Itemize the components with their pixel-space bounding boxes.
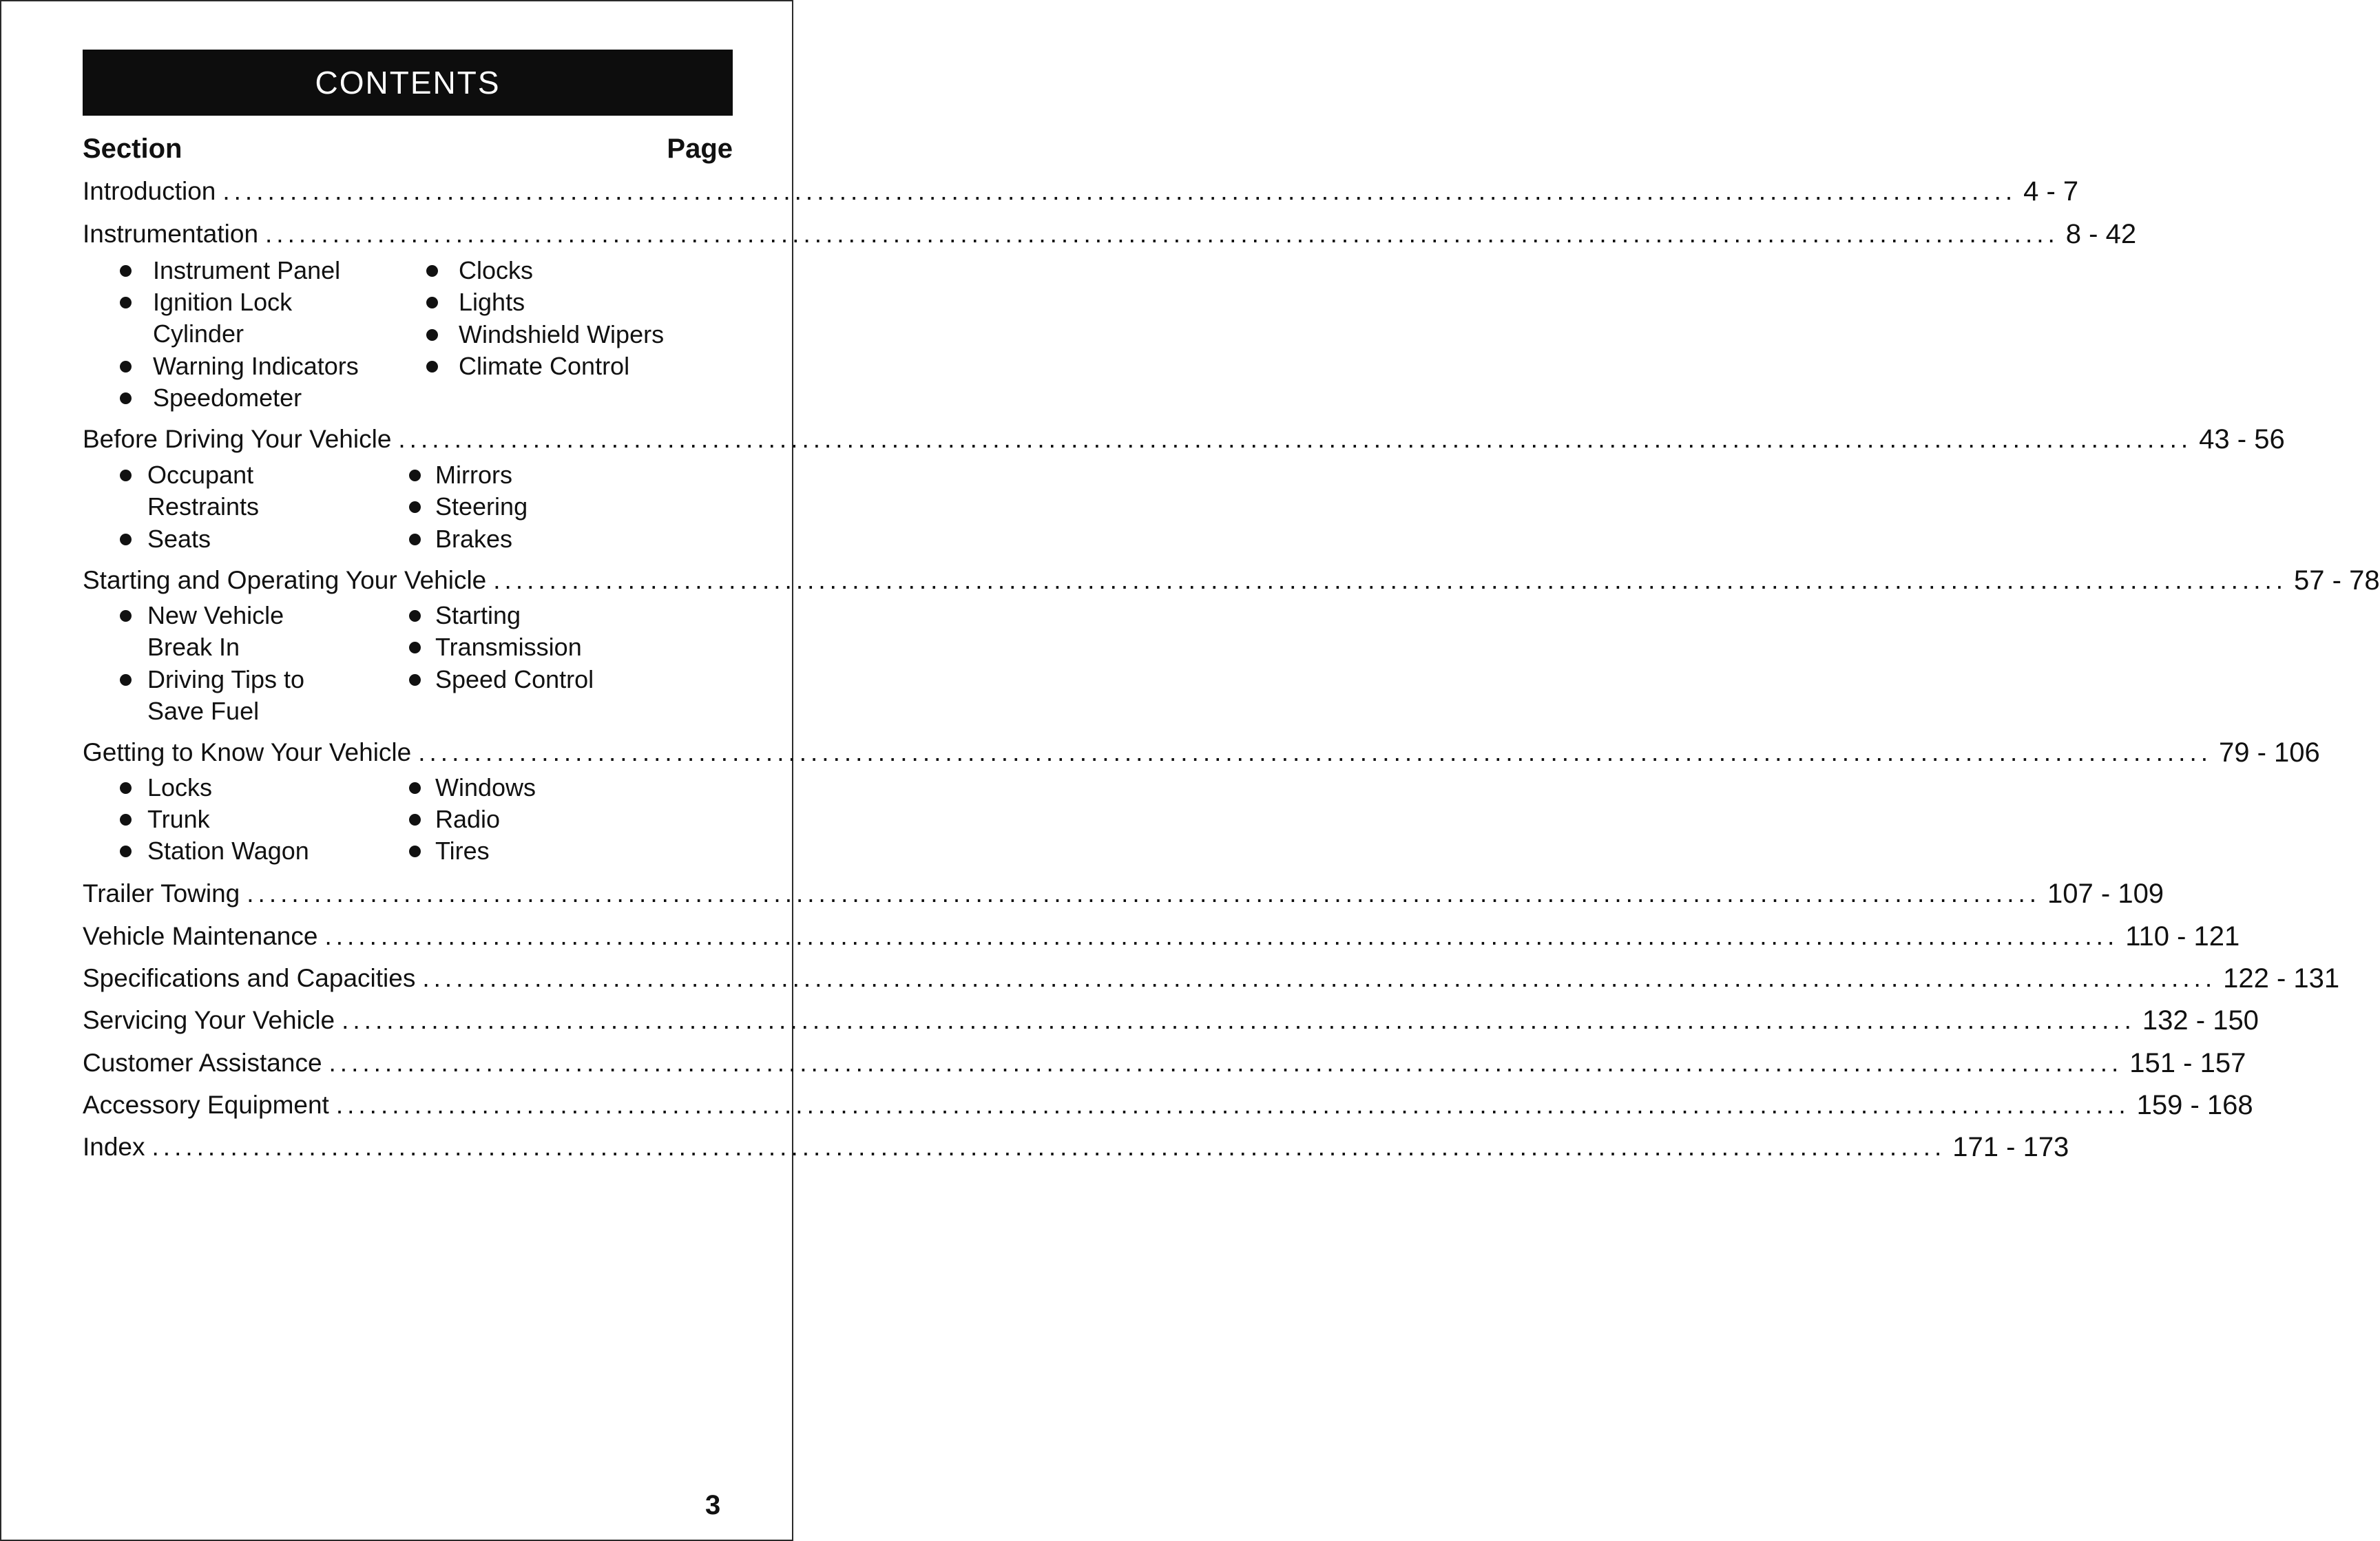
bullet-icon (120, 392, 132, 404)
page-column-label: Page (667, 133, 733, 164)
toc-entry-before-driving-your-vehicle (83, 420, 2285, 459)
subtopic-occupant-line2: Restraints (147, 492, 260, 521)
entry-page-range: 79 - 106 (2219, 737, 2320, 768)
subtopic-new-vehicle: New Vehicle (147, 601, 284, 629)
bullet-icon (409, 534, 421, 545)
entry-page-range: 57 - 78 (2294, 565, 2380, 596)
entry-page-range: 110 - 121 (2125, 921, 2240, 952)
bullet-icon (120, 470, 132, 481)
entry-page-range: 107 - 109 (2047, 878, 2164, 909)
subtopic-tires: Tires (435, 837, 490, 865)
dot-leader: ................................................................................................................................................................ (493, 566, 2288, 594)
toc-entry-vehicle-maintenance (83, 917, 2240, 956)
contents-banner (83, 50, 733, 116)
toc-entry-servicing-your-vehicle (83, 1001, 2259, 1040)
bullet-icon (120, 814, 132, 826)
subtopic-mirrors: Mirrors (435, 461, 512, 489)
subtopic-transmission: Transmission (435, 633, 582, 661)
toc-entry-trailer-towing (83, 874, 2164, 913)
bullet-icon (120, 782, 132, 794)
subtopic-seats: Seats (147, 525, 211, 553)
subtopic-speedometer: Speedometer (153, 384, 302, 412)
bullet-icon (426, 361, 438, 373)
entry-title: Accessory Equipment (83, 1091, 329, 1119)
entry-page-range: 159 - 168 (2136, 1089, 2253, 1120)
dot-leader: ................................................................................................................................................................ (265, 220, 2059, 248)
column-headers (83, 129, 733, 168)
entry-title: Before Driving Your Vehicle (83, 425, 392, 453)
subtopic-windows: Windows (435, 773, 536, 801)
bullet-icon (409, 610, 421, 622)
subtopic-station-wagon: Station Wagon (147, 837, 309, 865)
bullet-icon (409, 501, 421, 513)
dot-leader: ................................................................................................................................................................ (328, 1049, 2123, 1077)
subtopic-driving-tips-to: Driving Tips to (147, 665, 305, 693)
subtopic-occupant: Occupant (147, 461, 254, 489)
bullet-icon (426, 265, 438, 277)
toc-entry-introduction (83, 172, 2079, 211)
entry-title: Customer Assistance (83, 1049, 322, 1077)
toc-entry-accessory-equipment (83, 1086, 2253, 1124)
entry-title: Starting and Operating Your Vehicle (83, 566, 487, 594)
bullet-icon (120, 265, 132, 277)
section-column-label: Section (83, 133, 182, 164)
dot-leader: ................................................................................................................................................................ (152, 1133, 1946, 1161)
entry-page-range: 4 - 7 (2023, 176, 2079, 207)
subtopic-instrument-panel: Instrument Panel (153, 256, 341, 284)
toc-entry-starting-and-operating-your-vehicle (83, 561, 2380, 600)
subtopic-climate-control: Climate Control (459, 352, 630, 380)
subtopic-trunk: Trunk (147, 805, 210, 833)
page-number: 3 (705, 1490, 721, 1520)
subtopic-lights: Lights (459, 288, 525, 316)
dot-leader: ................................................................................................................................................................ (222, 177, 2017, 205)
entry-title: Trailer Towing (83, 879, 240, 908)
toc-entry-specifications-and-capacities (83, 959, 2340, 998)
toc-entry-getting-to-know-your-vehicle (83, 733, 2320, 772)
subtopic-brakes: Brakes (435, 525, 513, 553)
entry-page-range: 43 - 56 (2199, 423, 2285, 454)
dot-leader: ................................................................................................................................................................ (247, 879, 2041, 908)
bullet-icon (409, 674, 421, 686)
dot-leader: ................................................................................................................................................................ (335, 1091, 2130, 1119)
bullet-icon (426, 297, 438, 308)
entry-title: Servicing Your Vehicle (83, 1006, 335, 1034)
entry-page-range: 132 - 150 (2142, 1005, 2259, 1036)
entry-page-range: 151 - 157 (2129, 1047, 2246, 1078)
subtopic-clocks: Clocks (459, 256, 534, 284)
bullet-icon (409, 814, 421, 826)
dot-leader: ................................................................................................................................................................ (398, 425, 2193, 453)
dot-leader: ................................................................................................................................................................ (422, 964, 2217, 992)
bullet-icon (120, 846, 132, 857)
subtopic-ignition-lock-line2: Cylinder (153, 319, 244, 348)
entry-title: Introduction (83, 177, 216, 205)
bullet-icon (409, 642, 421, 653)
entry-title: Getting to Know Your Vehicle (83, 738, 412, 766)
entry-page-range: 8 - 42 (2065, 218, 2137, 249)
dot-leader: ................................................................................................................................................................ (342, 1006, 2136, 1034)
entry-title: Instrumentation (83, 220, 259, 248)
toc-entry-customer-assistance (83, 1044, 2246, 1082)
subtopic-ignition-lock: Ignition Lock (153, 288, 293, 316)
subtopic-windshield-wipers: Windshield Wipers (459, 320, 665, 348)
subtopic-locks: Locks (147, 773, 213, 801)
bullet-icon (409, 846, 421, 857)
bullet-icon (120, 361, 132, 373)
entry-page-range: 171 - 173 (1952, 1131, 2069, 1162)
bullet-icon (409, 470, 421, 481)
bullet-icon (120, 297, 132, 308)
bullet-icon (426, 329, 438, 341)
entry-title: Vehicle Maintenance (83, 922, 318, 950)
subtopic-starting: Starting (435, 601, 521, 629)
dot-leader: ................................................................................................................................................................ (418, 738, 2212, 766)
entry-page-range: 122 - 131 (2223, 963, 2340, 994)
toc-entry-instrumentation (83, 215, 2137, 253)
bullet-icon (120, 610, 132, 622)
bullet-icon (409, 782, 421, 794)
subtopic-warning-indicators: Warning Indicators (153, 352, 359, 380)
bullet-icon (120, 534, 132, 545)
entry-title: Index (83, 1133, 145, 1161)
bullet-icon (120, 674, 132, 686)
subtopic-radio: Radio (435, 805, 501, 833)
contents-title: CONTENTS (315, 65, 501, 101)
subtopic-speed-control: Speed Control (435, 665, 594, 693)
subtopic-steering: Steering (435, 492, 528, 521)
dot-leader: ................................................................................................................................................................ (324, 922, 2119, 950)
subtopic-driving-tips-to-line2: Save Fuel (147, 697, 260, 725)
entry-title: Specifications and Capacities (83, 964, 416, 992)
subtopic-new-vehicle-line2: Break In (147, 633, 240, 661)
toc-entry-index (83, 1128, 2069, 1166)
